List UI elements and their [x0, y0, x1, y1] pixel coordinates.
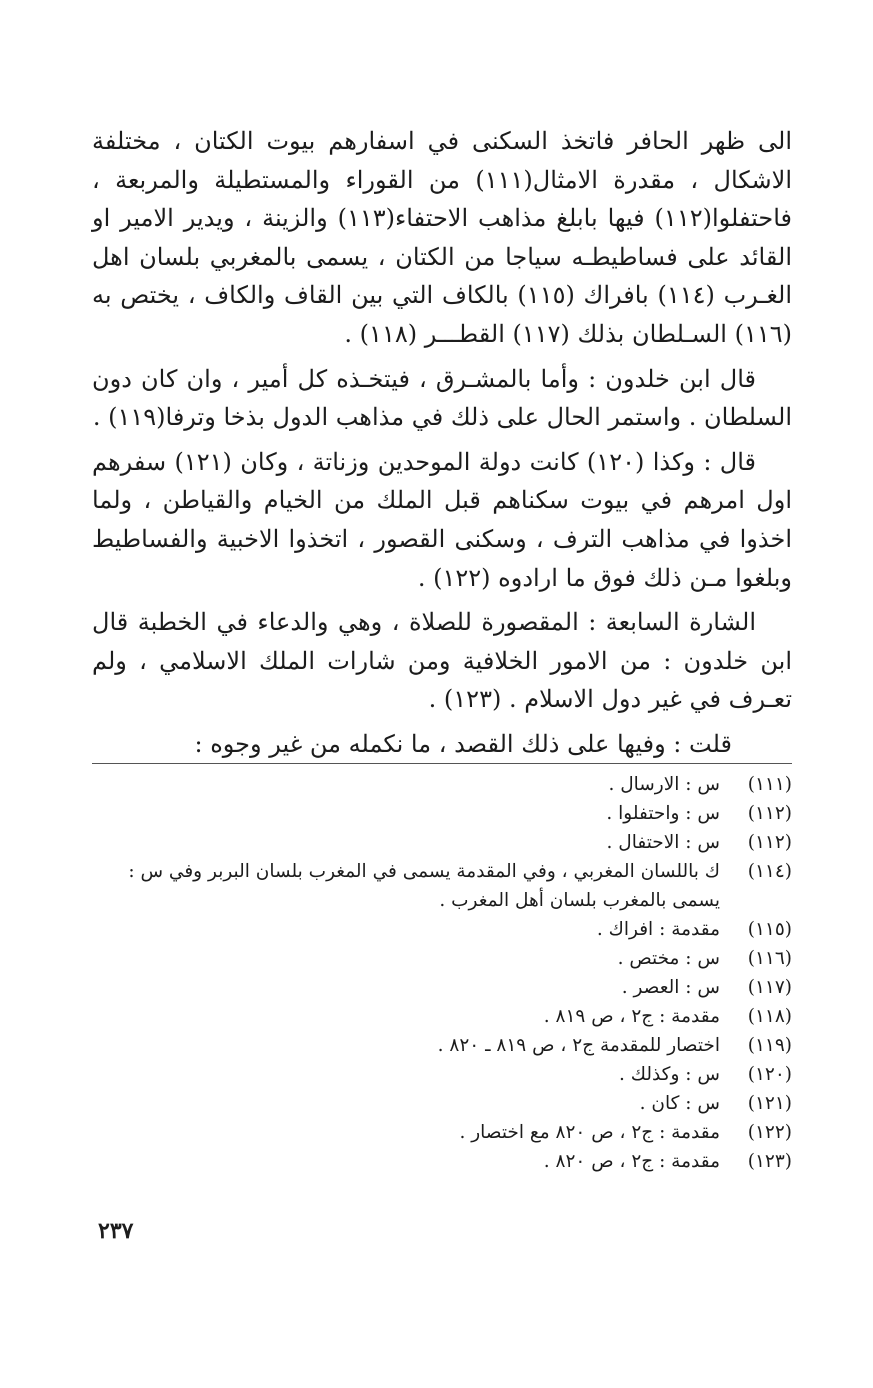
footnote-number: (١١٢)	[747, 803, 792, 824]
paragraph-3: قال : وكذا (١٢٠) كانت دولة الموحدين وزناتة ، وكان (١٢١) سفرهم اول امرهم في بيوت سكناهم قبل الملك من الخيام والقياطن ، ولما اخذوا في مذاهب الترف ، وسكنى القصور ، اتخذوا الاخبية والفساطيط وبلغوا مـن ذلك فوق ما ارادوه (١٢٢) .	[92, 447, 792, 592]
footnote-item	[92, 1031, 792, 1060]
footnote-text: س : الارسال .	[608, 774, 720, 795]
footnote-text: س : كان .	[639, 1093, 720, 1114]
footnote-number: (١١٩)	[747, 1035, 792, 1056]
main-text	[92, 122, 792, 764]
footnote-text: س : العصر .	[621, 977, 720, 998]
footnote-item	[92, 1060, 792, 1089]
footnote-item	[92, 1089, 792, 1118]
footnote-item	[92, 973, 792, 1002]
footnote-item	[92, 857, 792, 915]
footnote-number: (١٢٢)	[747, 1122, 792, 1143]
footnote-item	[92, 915, 792, 944]
paragraph-1: الى ظهر الحافر فاتخذ السكنى في اسفارهم بيوت الكتان ، مختلفة الاشكال ، مقدرة الامثال(١١١) من القوراء والمستطيلة والمربعة ، فاحتفلوا(١١٢) فيها بابلغ مذاهب الاحتفاء(١١٣) والزينة ، ويدير الامير او القائد على فساطيطـه سياجا من الكتان ، يسمى بالمغربي بلسان اهل الغـرب (١١٤) بافراك (١١٥) بالكاف التي بين القاف والكاف ، يختص به (١١٦) السـلطان بذلك (١١٧) القطـــر (١١٨) .	[92, 127, 793, 348]
footnote-text: اختصار للمقدمة ج٢ ، ص ٨١٩ ـ ٨٢٠ .	[437, 1035, 720, 1056]
paragraph-4: الشارة السابعة : المقصورة للصلاة ، وهي والدعاء في الخطبة قال ابن خلدون : من الامور الخلافية ومن شارات الملك الاسلامي ، ولم تعـرف في غير دول الاسلام . (١٢٣) .	[92, 608, 792, 714]
footnote-number: (١١٨)	[747, 1006, 792, 1027]
footnote-number: (١٢١)	[747, 1093, 792, 1114]
footnote-number: (١١٥)	[747, 919, 792, 940]
footnote-number: (١١٤)	[747, 861, 792, 882]
paragraph-2: قال ابن خلدون : وأما بالمشـرق ، فيتخـذه كل أمير ، وان كان دون السلطان . واستمر الحال على ذلك في مذاهب الدول بذخا وترفا(١١٩) .	[92, 364, 792, 432]
paragraph-5: قلت : وفيها على ذلك القصد ، ما نكمله من غير وجوه :	[194, 729, 732, 758]
footnote-item	[92, 1118, 792, 1147]
footnote-text: س : واحتفلوا .	[606, 803, 720, 824]
footnote-number: (١١٧)	[747, 977, 792, 998]
footnote-text: مقدمة : ج٢ ، ص ٨٢٠ .	[543, 1151, 720, 1172]
footnote-text: مقدمة : افراك .	[596, 919, 720, 940]
footnote-item	[92, 770, 792, 799]
footnote-item	[92, 944, 792, 973]
footnote-text: مقدمة : ج٢ ، ص ٨١٩ .	[543, 1006, 720, 1027]
footnote-number: (١٢٠)	[747, 1064, 792, 1085]
footnote-item	[92, 799, 792, 828]
footnote-number: (١١٢)	[747, 832, 792, 853]
footnote-number: (١١٦)	[747, 948, 792, 969]
footnote-text: ك باللسان المغربي ، وفي المقدمة يسمى في المغرب بلسان البربر وفي س : يسمى بالمغرب بلسان أهل المغرب .	[128, 861, 720, 911]
footnote-text: س : مختص .	[617, 948, 720, 969]
footnote-text: س : وكذلك .	[618, 1064, 720, 1085]
footnote-text: مقدمة : ج٢ ، ص ٨٢٠ مع اختصار .	[459, 1122, 720, 1143]
footnotes-list	[92, 770, 792, 1176]
footnote-number: (١١١)	[747, 774, 792, 795]
footnote-item	[92, 1002, 792, 1031]
footnote-divider	[92, 763, 792, 764]
page-number: ٢٣٧	[98, 1218, 134, 1244]
footnote-item	[92, 828, 792, 857]
footnote-item	[92, 1147, 792, 1176]
footnote-number: (١٢٣)	[747, 1151, 792, 1172]
footnote-text: س : الاحتفال .	[606, 832, 720, 853]
